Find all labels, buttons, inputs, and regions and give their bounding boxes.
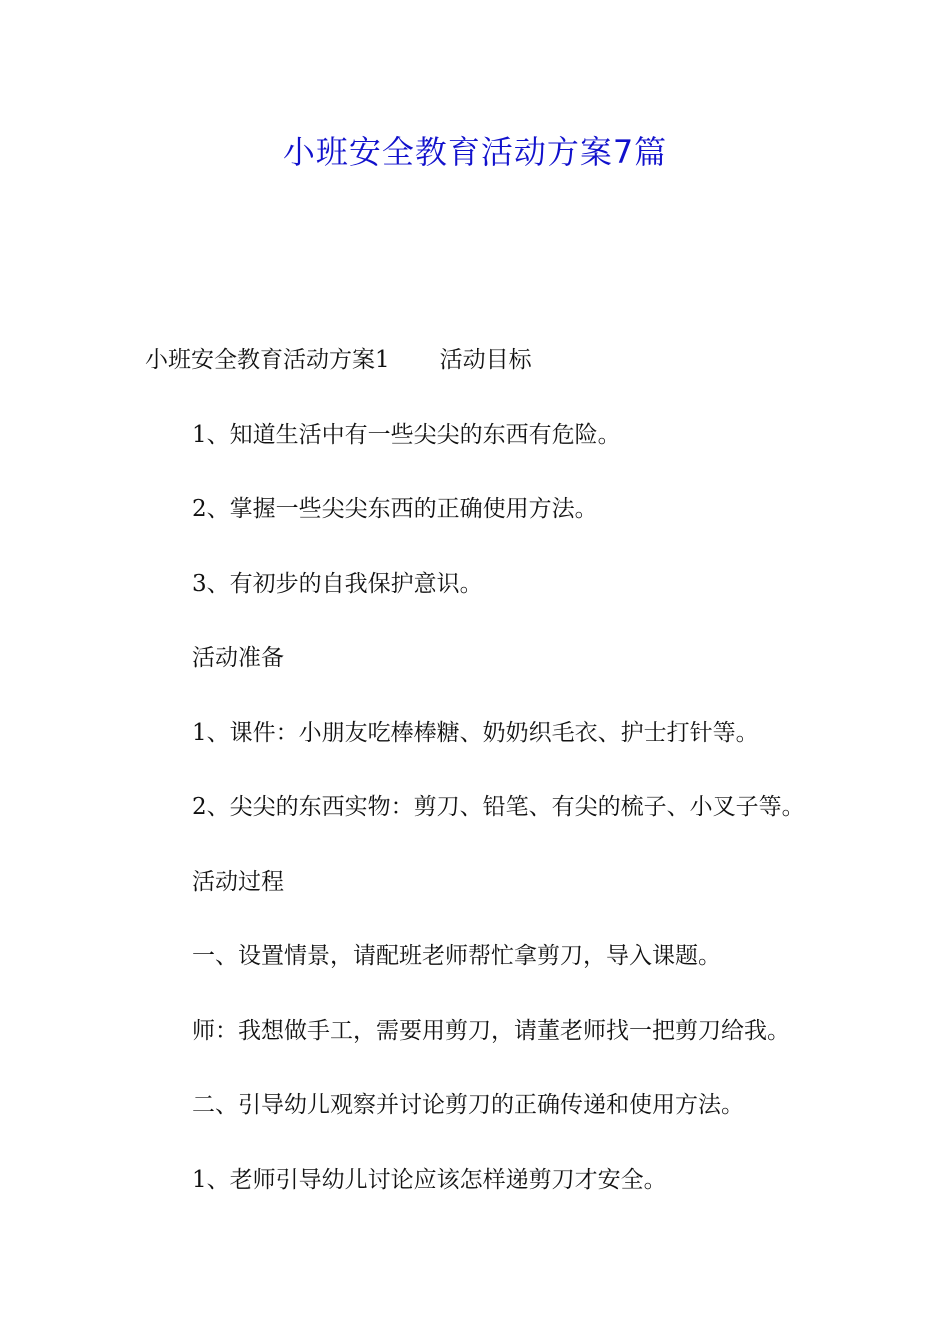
paragraph-process-2: 师：我想做手工，需要用剪刀，请董老师找一把剪刀给我。 xyxy=(192,1018,790,1044)
heading-preparation: 活动准备 xyxy=(192,645,284,671)
paragraph-prep-1: 1、课件：小朋友吃棒棒糖、奶奶织毛衣、护士打针等。 xyxy=(192,720,759,746)
paragraph-process-1: 一、设置情景，请配班老师帮忙拿剪刀，导入课题。 xyxy=(192,943,721,969)
heading-process: 活动过程 xyxy=(192,869,284,895)
section-subheading: 活动目标 xyxy=(439,347,532,373)
section-heading-line xyxy=(145,343,532,377)
paragraph-process-4: 1、老师引导幼儿讨论应该怎样递剪刀才安全。 xyxy=(192,1167,667,1193)
paragraph-process-3: 二、引导幼儿观察并讨论剪刀的正确传递和使用方法。 xyxy=(192,1092,744,1118)
document-title: 小班安全教育活动方案7篇 xyxy=(282,133,668,171)
paragraph-goal-3: 3、有初步的自我保护意识。 xyxy=(192,571,483,597)
paragraph-goal-2: 2、掌握一些尖尖东西的正确使用方法。 xyxy=(192,496,598,522)
paragraph-goal-1: 1、知道生活中有一些尖尖的东西有危险。 xyxy=(192,422,621,448)
section-heading: 小班安全教育活动方案1 xyxy=(145,347,390,373)
paragraph-prep-2: 2、尖尖的东西实物：剪刀、铅笔、有尖的梳子、小叉子等。 xyxy=(192,794,805,820)
